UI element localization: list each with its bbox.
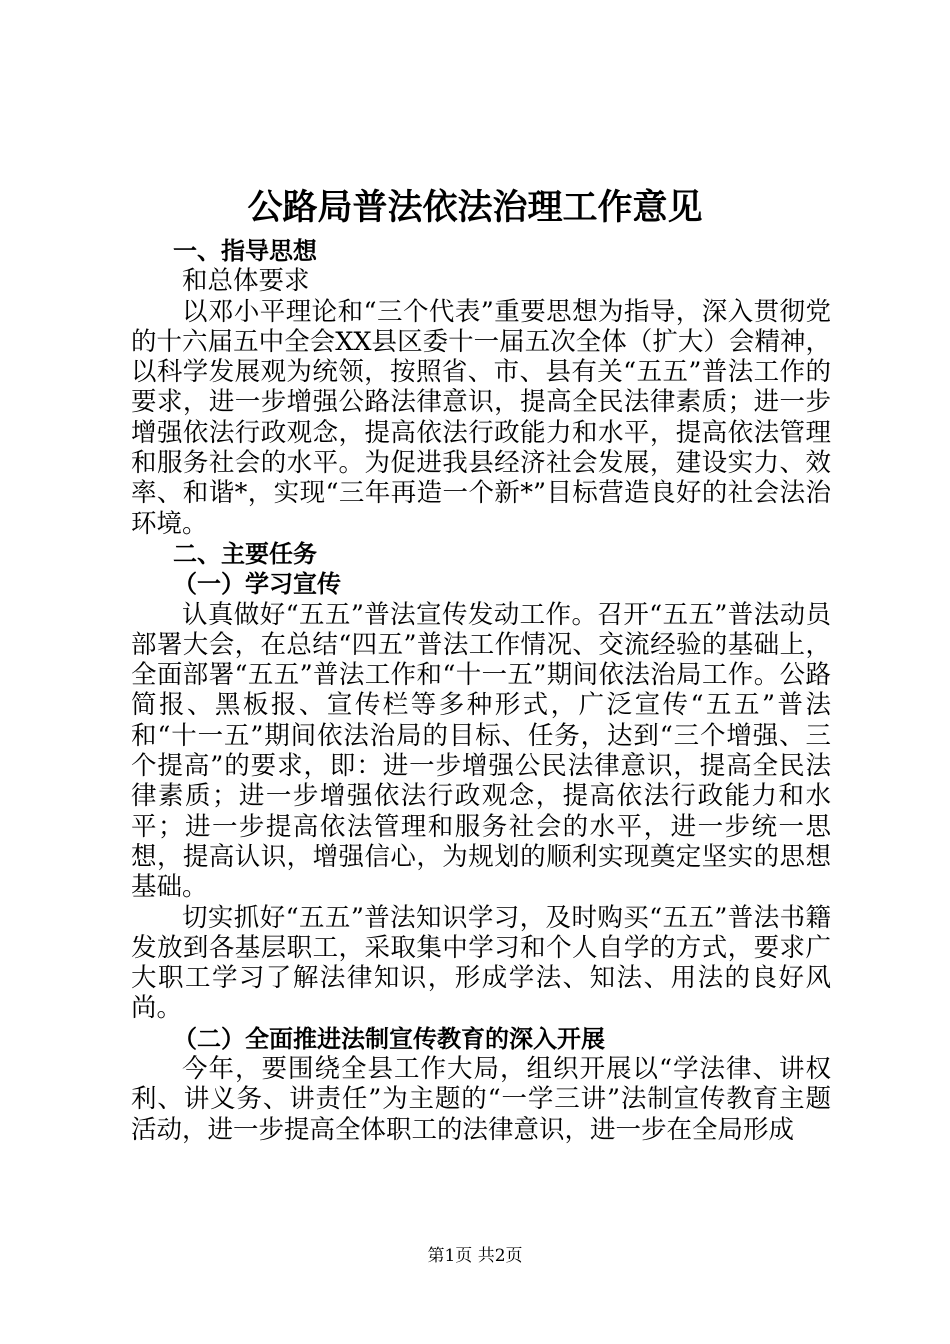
- page-footer: 第1页 共2页: [427, 1246, 523, 1266]
- paragraph-legal-education: 今年，要围绕全县工作大局，组织开展以“学法律、讲权利、讲义务、讲责任”为主题的“一学三讲”法制宣传教育主题活动，进一步提高全体职工的法律意识，进一步在全局形成: [131, 1054, 831, 1145]
- subsection-heading-study-publicity: （一）学习宣传: [173, 570, 341, 599]
- subsection-heading-legal-education: （二）全面推进法制宣传教育的深入开展: [173, 1024, 605, 1053]
- document-title: 公路局普法依法治理工作意见: [247, 188, 703, 228]
- section-subheading-overall-requirements: 和总体要求: [182, 266, 310, 297]
- paragraph-guiding-ideology: 以邓小平理论和“三个代表”重要思想为指导，深入贯彻党的十六届五中全会XX县区委十一届五次全体（扩大）会精神，以科学发展观为统领，按照省、市、县有关“五五”普法工作的要求，进一步增强公路法律意识，提高全民法律素质；进一步增强依法行政观念，提高依法行政能力和水平，提高依法管理和服务社会的水平。为促进我县经济社会发展，建设实力、效率、和谐*，实现“三年再造一个新*”目标营造良好的社会法治环境。: [131, 296, 831, 539]
- paragraph-knowledge-study: 切实抓好“五五”普法知识学习，及时购买“五五”普法书籍发放到各基层职工，采取集中学习和个人自学的方式，要求广大职工学习了解法律知识，形成学法、知法、用法的良好风尚。: [131, 902, 831, 1024]
- document-body: [131, 236, 831, 1145]
- section-heading-guiding-ideology: 一、指导思想: [173, 237, 317, 265]
- section-heading-main-tasks: 二、主要任务: [173, 539, 317, 568]
- paragraph-publicity-mobilization: 认真做好“五五”普法宣传发动工作。召开“五五”普法动员部署大会，在总结“四五”普法工作情况、交流经验的基础上，全面部署“五五”普法工作和“十一五”期间依法治局工作。公路简报、黑板报、宣传栏等多种形式，广泛宣传“五五”普法和“十一五”期间依法治局的目标、任务，达到“三个增强、三个提高”的要求，即：进一步增强公民法律意识，提高全民法律素质；进一步增强依法行政观念，提高依法行政能力和水平；进一步提高依法管理和服务社会的水平，进一步统一思想，提高认识，增强信心，为规划的顺利实现奠定坚实的思想基础。: [131, 599, 831, 903]
